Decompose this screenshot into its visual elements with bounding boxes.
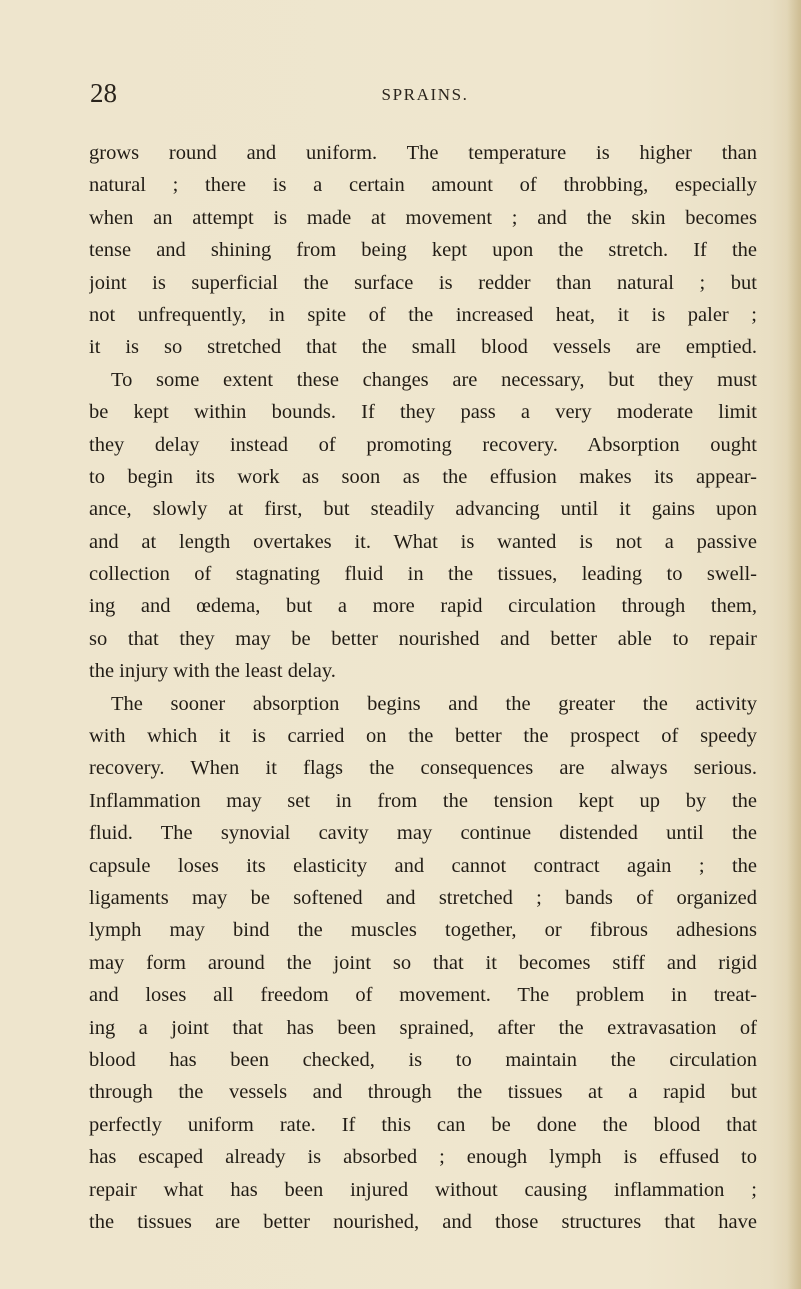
text-line: when an attempt is made at movement ; and the skin becomes bbox=[89, 206, 757, 229]
text-line: has escaped already is absorbed ; enough lymph is effused to bbox=[89, 1146, 757, 1169]
page-header bbox=[90, 76, 760, 110]
text-line: to begin its work as soon as the effusion makes its appear- bbox=[89, 465, 757, 488]
text-line: Inflammation may set in from the tension kept up by the bbox=[89, 789, 757, 812]
text-line: and at length overtakes it. What is wanted is not a passive bbox=[89, 530, 757, 553]
text-line: so that they may be better nourished and better able to repair bbox=[89, 627, 757, 650]
text-line: may form around the joint so that it becomes stiff and rigid bbox=[89, 951, 757, 974]
text-line: through the vessels and through the tissues at a rapid but bbox=[89, 1081, 757, 1104]
text-line: The sooner absorption begins and the greater the activity bbox=[111, 692, 757, 715]
text-line: not unfrequently, in spite of the increased heat, it is paler ; bbox=[89, 303, 757, 326]
text-line: the tissues are better nourished, and those structures that have bbox=[89, 1210, 757, 1233]
running-head: SPRAINS. bbox=[381, 85, 469, 104]
text-line: it is so stretched that the small blood vessels are emptied. bbox=[89, 336, 757, 359]
text-line: ing a joint that has been sprained, after the extravasation of bbox=[89, 1016, 757, 1039]
text-line: blood has been checked, is to maintain the circulation bbox=[89, 1048, 757, 1071]
text-line: collection of stagnating fluid in the tissues, leading to swell- bbox=[89, 563, 757, 586]
text-line: be kept within bounds. If they pass a very moderate limit bbox=[89, 401, 757, 424]
text-line: ligaments may be softened and stretched ; bands of organized bbox=[89, 886, 757, 909]
text-line: lymph may bind the muscles together, or fibrous adhesions bbox=[89, 919, 757, 942]
text-line: they delay instead of promoting recovery. Absorption ought bbox=[89, 433, 757, 456]
text-line: natural ; there is a certain amount of throbbing, especially bbox=[89, 174, 757, 197]
text-line: with which it is carried on the better the prospect of speedy bbox=[89, 725, 757, 748]
text-line: grows round and uniform. The temperature is higher than bbox=[89, 142, 757, 164]
page-edge-shadow bbox=[787, 0, 801, 1289]
text-line: ing and œdema, but a more rapid circulation through them, bbox=[89, 595, 757, 618]
text-line: fluid. The synovial cavity may continue distended until the bbox=[89, 822, 757, 845]
body-text bbox=[89, 137, 757, 1238]
text-line: perfectly uniform rate. If this can be done the blood that bbox=[89, 1113, 757, 1136]
text-line: tense and shining from being kept upon the stretch. If the bbox=[89, 239, 757, 262]
text-line: and loses all freedom of movement. The problem in treat- bbox=[89, 984, 757, 1007]
text-line: joint is superficial the surface is redder than natural ; but bbox=[89, 271, 757, 294]
page-number: 28 bbox=[90, 78, 117, 108]
text-line: To some extent these changes are necessary, but they must bbox=[111, 368, 757, 391]
text-line: ance, slowly at first, but steadily advancing until it gains upon bbox=[89, 498, 757, 521]
text-line: capsule loses its elasticity and cannot contract again ; the bbox=[89, 854, 757, 877]
text-line: repair what has been injured without causing inflammation ; bbox=[89, 1178, 757, 1201]
text-line: the injury with the least delay. bbox=[89, 660, 336, 683]
text-line: recovery. When it flags the consequences are always serious. bbox=[89, 757, 757, 780]
